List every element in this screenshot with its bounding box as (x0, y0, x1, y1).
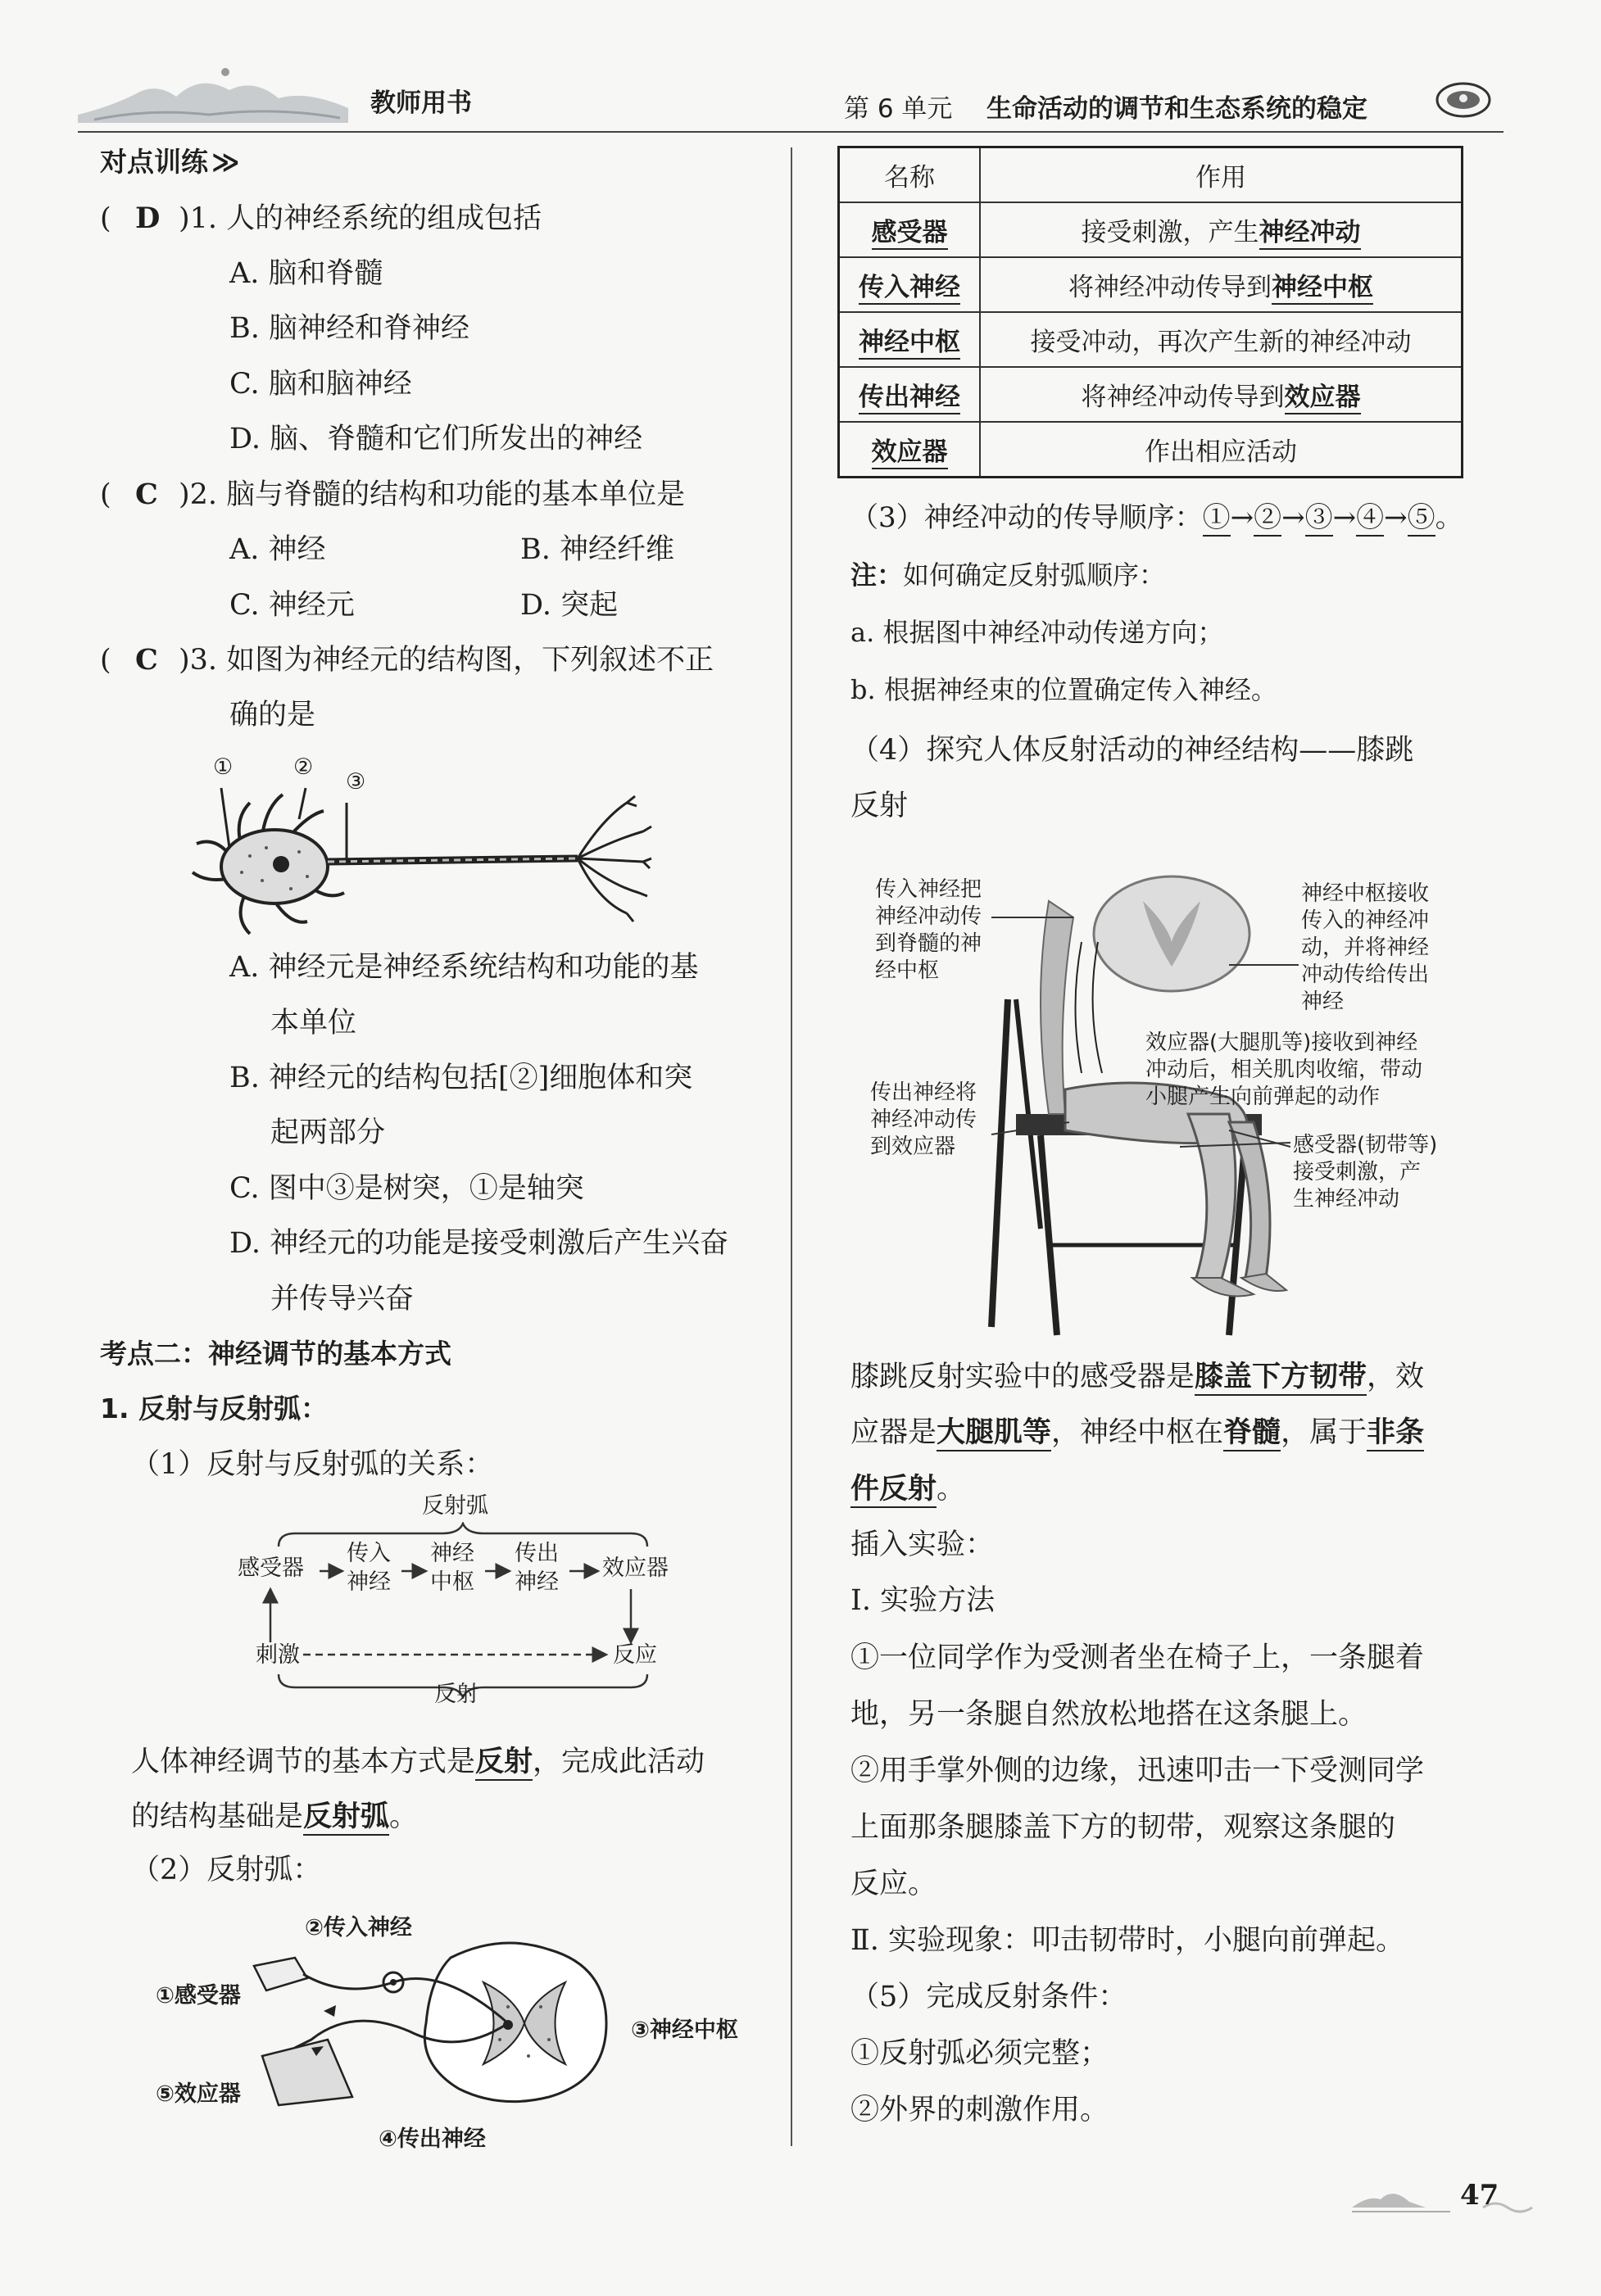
arc-label-efferent: ④传出神经 (379, 2126, 486, 2152)
answer-effector: 大腿肌等 (937, 1415, 1051, 1451)
column-divider (791, 147, 792, 2146)
fig-effector-2: 冲动后，相关肌肉收缩，带动 (1145, 1057, 1423, 1082)
diagram-response: 反应 (613, 1642, 657, 1668)
header-rule (78, 131, 1503, 133)
q3-option-b-line2: 起两部分 (270, 1116, 386, 1149)
diagram-stimulus: 刺激 (256, 1642, 300, 1668)
q1-option-c: C. 脑和脑神经 (229, 368, 412, 401)
table-cell-name: 感受器 (872, 218, 948, 250)
q2-stem: )2. 脑与脊髓的结构和功能的基本单位是 (179, 478, 686, 511)
table-header-row (839, 147, 1463, 203)
q1-option-b: B. 脑神经和脊神经 (229, 312, 469, 345)
table-header-name: 名称 (839, 147, 981, 203)
q3-option-c: C. 图中③是树突，①是轴突 (229, 1172, 584, 1205)
page-number: 47 (1460, 2179, 1499, 2212)
table-cell-text: 接受冲动，再次产生新的神经冲动 (1030, 328, 1412, 357)
double-chevron-icon: ≫ (211, 146, 240, 178)
q3-paren: ( (100, 644, 111, 677)
diagram-effector: 效应器 (602, 1556, 669, 1581)
section-title: 对点训练 ≫ (100, 146, 240, 178)
header-unit: 第 6 单元 (844, 94, 953, 124)
method-2b: 上面那条腿膝盖下方的韧带，观察这条腿的 (850, 1811, 1396, 1844)
fig-receptor-2: 接受刺激，产 (1293, 1160, 1422, 1184)
fig-center-1: 神经中枢接收 (1301, 881, 1430, 906)
seq-item: ⑤ (1408, 501, 1435, 537)
fig-receptor-1: 感受器(韧带等) (1293, 1133, 1438, 1157)
table-cell-text: 接受刺激，产生 (1081, 218, 1259, 247)
q1-stem: )1. 人的神经系统的组成包括 (179, 202, 542, 235)
table-cell-text: 作出相应活动 (1145, 437, 1297, 467)
arc-label-receptor: ①感受器 (156, 1983, 241, 2008)
diagram-center-2: 中枢 (430, 1569, 474, 1595)
q1-answer: D (135, 202, 161, 235)
note-b: b. 根据神经束的位置确定传入神经。 (850, 674, 1277, 705)
knee-answer-line1: 膝跳反射实验中的感受器是膝盖下方韧带，效 (850, 1360, 1424, 1394)
seq-item: ③ (1305, 501, 1333, 537)
diagram-afferent-1: 传入 (347, 1541, 391, 1566)
q2-paren: ( (100, 478, 111, 511)
neuron-label-3: ③ (346, 769, 366, 795)
diagram-bottom-label: 反射 (434, 1682, 478, 1707)
reflex-arc-heading: （2）反射弧： (131, 1854, 322, 1886)
fig-afferent-2: 神经冲动传 (875, 904, 982, 929)
q3-option-d-line1: D. 神经元的功能是接受刺激后产生兴奋 (229, 1227, 729, 1260)
fig-efferent-3: 到效应器 (870, 1134, 956, 1159)
note-line: 注：如何确定反射弧顺序： (850, 559, 1166, 591)
arc-label-afferent: ②传入神经 (305, 1915, 412, 1941)
reflex-p2: 的结构基础是反射弧。 (131, 1800, 418, 1834)
q3-stem: )3. 如图为神经元的结构图，下列叙述不正 (179, 644, 714, 677)
diagram-efferent-1: 传出 (515, 1541, 559, 1566)
header-title: 生命活动的调节和生态系统的稳定 (986, 94, 1367, 124)
diagram-afferent-2: 神经 (347, 1569, 391, 1595)
conditions-title: （5）完成反射条件： (850, 1981, 1127, 2013)
q2-answer: C (135, 478, 158, 511)
knee-reflex-heading: （4）探究人体反射活动的神经结构——膝跳 (850, 734, 1414, 767)
header-decoration (78, 57, 348, 131)
table-header-function: 作用 (980, 147, 1463, 203)
q1-option-a: A. 脑和脊髓 (229, 257, 383, 290)
fig-center-4: 冲动传给传出 (1301, 962, 1430, 987)
knee-answer-line2: 应器是大腿肌等，神经中枢在脊髓，属于非条 (850, 1415, 1424, 1450)
kp2-title: 考点二：神经调节的基本方式 (100, 1338, 451, 1370)
arc-label-effector: ⑤效应器 (156, 2081, 241, 2107)
fig-efferent-2: 神经冲动传 (870, 1107, 977, 1132)
fig-afferent-1: 传入神经把 (875, 877, 982, 902)
table-cell-name: 传入神经 (859, 273, 960, 305)
fig-center-5: 神经 (1301, 989, 1345, 1014)
seq-item: ① (1203, 501, 1231, 537)
method-1a: ①一位同学作为受测者坐在椅子上，一条腿着 (850, 1642, 1425, 1674)
method-title: Ⅰ. 实验方法 (850, 1584, 996, 1617)
condition-2: ②外界的刺激作用。 (850, 2094, 1109, 2126)
fig-afferent-3: 到脊髓的神 (875, 931, 982, 956)
table-row (839, 257, 1463, 312)
fig-center-3: 动，并将神经 (1301, 935, 1430, 960)
q3-option-d-line2: 并传导兴奋 (270, 1283, 415, 1316)
fig-receptor-3: 生神经冲动 (1293, 1187, 1400, 1211)
diagram-center-1: 神经 (430, 1541, 474, 1566)
fig-afferent-4: 经中枢 (875, 958, 940, 983)
method-2a: ②用手掌外侧的边缘，迅速叩击一下受测同学 (850, 1755, 1425, 1787)
note-a: a. 根据图中神经冲动传递方向； (850, 617, 1224, 648)
table-cell-name: 神经中枢 (859, 328, 960, 360)
diagram-efferent-2: 神经 (515, 1569, 559, 1595)
phenomenon: Ⅱ. 实验现象：叩击韧带时，小腿向前弹起。 (850, 1924, 1405, 1957)
q3-option-b-line1: B. 神经元的结构包括[②]细胞体和突 (229, 1062, 693, 1094)
reflex-relation-heading: （1）反射与反射弧的关系： (131, 1448, 494, 1481)
q3-option-a-line1: A. 神经元是神经系统结构和功能的基 (229, 951, 699, 984)
fig-effector-3: 小腿产生向前弹起的动作 (1145, 1085, 1381, 1109)
table-cell-text: 将神经冲动传导到 (1081, 383, 1285, 412)
table-cell-answer: 神经冲动 (1259, 218, 1361, 250)
answer-reflex-arc: 反射弧 (303, 1800, 389, 1836)
table-cell-answer: 神经中枢 (1272, 273, 1373, 305)
neuron-diagram (184, 770, 692, 942)
q1-paren: ( (100, 202, 111, 235)
answer-reflex-type-cont: 件反射 (850, 1472, 937, 1508)
neuron-label-1: ① (213, 754, 234, 780)
answer-receptor: 膝盖下方韧带 (1195, 1360, 1367, 1396)
table-cell-name: 传出神经 (859, 383, 960, 414)
answer-center: 脊髓 (1223, 1415, 1281, 1451)
answer-reflex-type: 非条 (1367, 1415, 1424, 1451)
table-cell-answer: 效应器 (1285, 383, 1361, 414)
q2-option-d: D. 突起 (520, 589, 619, 622)
fig-leader-lines (869, 868, 1524, 1229)
q3-option-a-line2: 本单位 (270, 1007, 357, 1039)
fig-efferent-1: 传出神经将 (870, 1080, 977, 1105)
q2-option-c: C. 神经元 (229, 589, 355, 622)
q2-option-a: A. 神经 (229, 533, 326, 566)
diagram-receptor: 感受器 (238, 1556, 304, 1581)
knee-answer-line3: 件反射。 (850, 1472, 965, 1506)
reflex-heading: 1. 反射与反射弧： (100, 1393, 328, 1424)
neuron-label-2: ② (293, 754, 314, 780)
q2-option-b: B. 神经纤维 (520, 533, 674, 566)
table-row (839, 312, 1463, 367)
condition-1: ①反射弧必须完整； (850, 2037, 1109, 2070)
fig-center-2: 传入的神经冲 (1301, 908, 1430, 933)
table-cell-text: 将神经冲动传导到 (1068, 273, 1272, 302)
table-row (839, 202, 1463, 257)
seq-item: ② (1254, 501, 1281, 537)
footer-decoration (1352, 2171, 1549, 2220)
sequence-line: （3）神经冲动的传导顺序：①→②→③→④→⑤。 (850, 501, 1463, 535)
reflex-arc-table (837, 146, 1463, 478)
method-1b: 地，另一条腿自然放松地搭在这条腿上。 (850, 1698, 1367, 1731)
answer-reflex: 反射 (475, 1745, 533, 1781)
method-2c: 反应。 (850, 1868, 937, 1900)
reflex-p1: 人体神经调节的基本方式是反射，完成此活动 (131, 1745, 705, 1779)
insert-experiment: 插入实验： (850, 1528, 995, 1561)
table-row (839, 422, 1463, 478)
diagram-top-label: 反射弧 (422, 1493, 488, 1519)
seq-item: ④ (1356, 501, 1384, 537)
q3-stem-cont: 确的是 (229, 699, 316, 731)
knee-reflex-heading-cont: 反射 (850, 790, 909, 822)
fig-effector-1: 效应器(大腿肌等)接收到神经 (1145, 1030, 1418, 1055)
arc-label-center: ③神经中枢 (631, 2017, 738, 2043)
header-logo-icon (1435, 80, 1491, 120)
q3-answer: C (135, 643, 158, 677)
q1-option-d: D. 脑、脊髓和它们所发出的神经 (229, 423, 643, 455)
header-left: 教师用书 (370, 88, 472, 118)
table-cell-name: 效应器 (872, 437, 948, 469)
reflex-arc-diagram (246, 1933, 639, 2122)
table-row (839, 367, 1463, 422)
